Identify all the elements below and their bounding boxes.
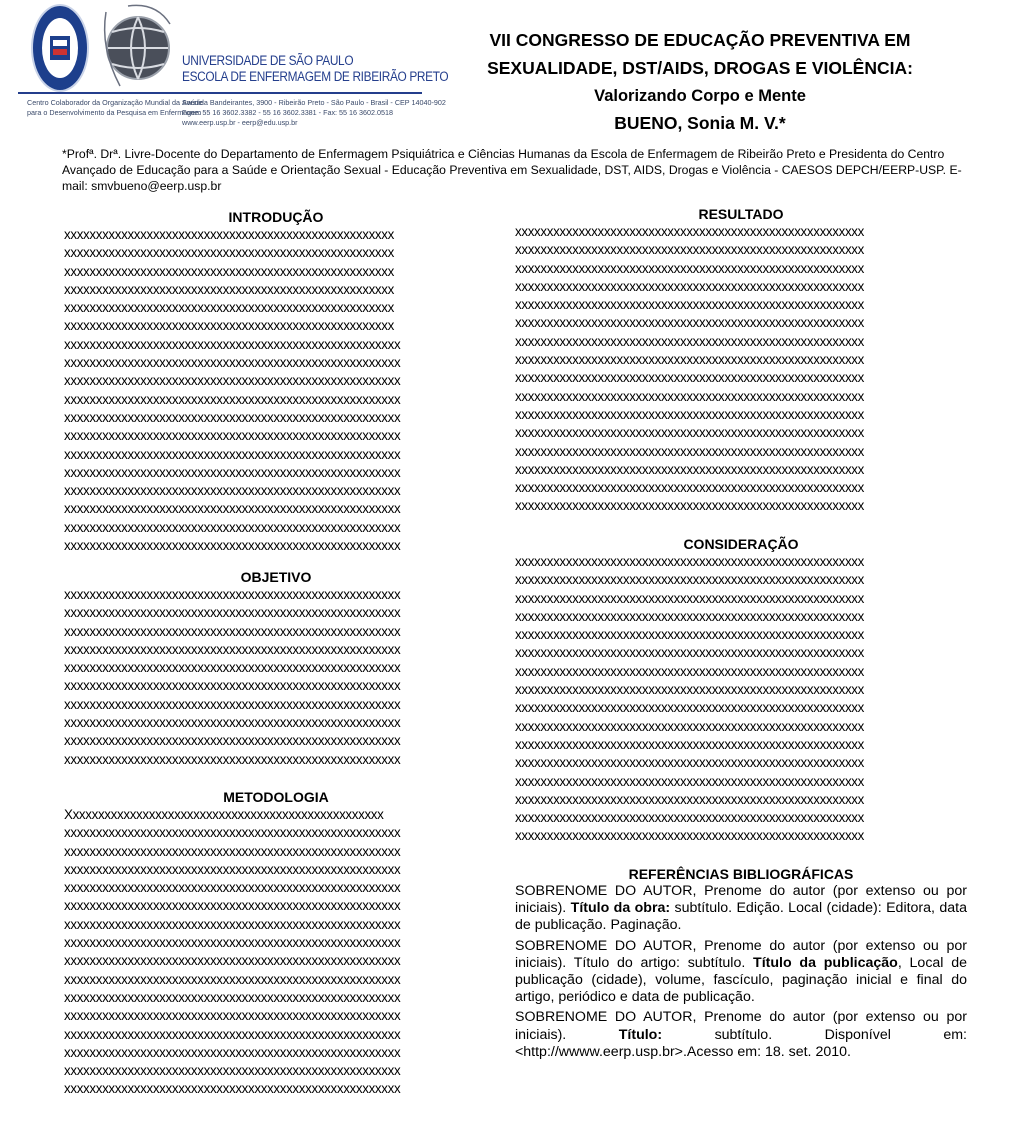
section-body <box>64 806 488 1099</box>
body-text-line: xxxxxxxxxxxxxxxxxxxxxxxxxxxxxxxxxxxxxxxxxxxxxxxxxxxxxxx <box>515 773 864 789</box>
body-text-line: xxxxxxxxxxxxxxxxxxxxxxxxxxxxxxxxxxxxxxxxxxxxxxxxxxxxxxx <box>515 590 864 606</box>
body-text-line: xxxxxxxxxxxxxxxxxxxxxxxxxxxxxxxxxxxxxxxxxxxxxxxxxxxx <box>64 300 394 316</box>
body-text-line: xxxxxxxxxxxxxxxxxxxxxxxxxxxxxxxxxxxxxxxxxxxxxxxxxxxxxxx <box>515 663 864 679</box>
section-body <box>515 223 967 516</box>
body-text-line: xxxxxxxxxxxxxxxxxxxxxxxxxxxxxxxxxxxxxxxxxxxxxxxxxxxxx <box>64 715 401 731</box>
body-text-line: xxxxxxxxxxxxxxxxxxxxxxxxxxxxxxxxxxxxxxxxxxxxxxxxxxxx <box>64 318 394 334</box>
body-text-line: xxxxxxxxxxxxxxxxxxxxxxxxxxxxxxxxxxxxxxxxxxxxxxxxxxxxxxx <box>515 627 864 643</box>
body-text-line: xxxxxxxxxxxxxxxxxxxxxxxxxxxxxxxxxxxxxxxxxxxxxxxxxxxxxxx <box>515 297 864 313</box>
eerp-globe-logo <box>98 2 172 94</box>
body-text-line: xxxxxxxxxxxxxxxxxxxxxxxxxxxxxxxxxxxxxxxxxxxxxxxxxxxxx <box>64 446 401 462</box>
body-text-line: xxxxxxxxxxxxxxxxxxxxxxxxxxxxxxxxxxxxxxxxxxxxxxxxxxxxxxx <box>515 791 864 807</box>
address-line-2: Fone: 55 16 3602.3382 - 55 16 3602.3381 - Fax: 55 16 3602.0518 <box>182 108 394 117</box>
body-text-line: xxxxxxxxxxxxxxxxxxxxxxxxxxxxxxxxxxxxxxxxxxxxxxxxxxxxx <box>64 501 401 517</box>
reference-entry <box>515 938 967 1007</box>
body-text-line: xxxxxxxxxxxxxxxxxxxxxxxxxxxxxxxxxxxxxxxxxxxxxxxxxxxx <box>64 281 394 297</box>
section-body <box>64 226 488 555</box>
body-text-line: xxxxxxxxxxxxxxxxxxxxxxxxxxxxxxxxxxxxxxxxxxxxxxxxxxxxxxx <box>515 443 864 459</box>
body-text-line: xxxxxxxxxxxxxxxxxxxxxxxxxxxxxxxxxxxxxxxxxxxxxxxxxxxxxxx <box>515 480 864 496</box>
body-text-line: xxxxxxxxxxxxxxxxxxxxxxxxxxxxxxxxxxxxxxxxxxxxxxxxxxxxxxx <box>515 278 864 294</box>
body-text-line: xxxxxxxxxxxxxxxxxxxxxxxxxxxxxxxxxxxxxxxxxxxxxxxxxxxxx <box>64 1026 401 1042</box>
section-body <box>64 586 488 769</box>
reference-text: , Local de publicação (cidade), volume, fascículo, paginação inicial e final do artigo, periódico e data de publicação. <box>515 954 967 1006</box>
section-title: RESULTADO <box>698 206 784 222</box>
institution-address <box>182 98 446 128</box>
body-text-line: xxxxxxxxxxxxxxxxxxxxxxxxxxxxxxxxxxxxxxxxxxxxxxxxxxxxx <box>64 751 401 767</box>
body-text-line: xxxxxxxxxxxxxxxxxxxxxxxxxxxxxxxxxxxxxxxxxxxxxxxxxxxxxxx <box>515 700 864 716</box>
section-introducao <box>64 208 488 555</box>
body-text-line: xxxxxxxxxxxxxxxxxxxxxxxxxxxxxxxxxxxxxxxxxxxxxxxxxxxxx <box>64 825 401 841</box>
body-text-line: xxxxxxxxxxxxxxxxxxxxxxxxxxxxxxxxxxxxxxxxxxxxxxxxxxxx <box>64 263 394 279</box>
body-text-line: xxxxxxxxxxxxxxxxxxxxxxxxxxxxxxxxxxxxxxxxxxxxxxxxxxxxx <box>64 483 401 499</box>
collaborating-centre-text <box>27 98 203 118</box>
body-text-line: xxxxxxxxxxxxxxxxxxxxxxxxxxxxxxxxxxxxxxxxxxxxxxxxxxxxx <box>64 861 401 877</box>
body-text-line: xxxxxxxxxxxxxxxxxxxxxxxxxxxxxxxxxxxxxxxxxxxxxxxxxxxxx <box>64 989 401 1005</box>
body-text-line: xxxxxxxxxxxxxxxxxxxxxxxxxxxxxxxxxxxxxxxxxxxxxxxxxxxxx <box>64 678 401 694</box>
reference-text: SOBRENOME DO AUTOR, Prenome do autor (por extenso ou por iniciais). Título do artigo: subtítulo. <box>515 937 967 971</box>
title-line-1: VII CONGRESSO DE EDUCAÇÃO PREVENTIVA EM <box>489 30 911 50</box>
body-text-line: xxxxxxxxxxxxxxxxxxxxxxxxxxxxxxxxxxxxxxxxxxxxxxxxxxxxx <box>64 880 401 896</box>
body-text-line: xxxxxxxxxxxxxxxxxxxxxxxxxxxxxxxxxxxxxxxxxxxxxxxxxxxx <box>64 245 394 261</box>
body-text-line: xxxxxxxxxxxxxxxxxxxxxxxxxxxxxxxxxxxxxxxxxxxxxxxxxxxxx <box>64 538 401 554</box>
body-text-line: xxxxxxxxxxxxxxxxxxxxxxxxxxxxxxxxxxxxxxxxxxxxxxxxxxxxxxx <box>515 682 864 698</box>
poster-author: BUENO, Sonia M. V.* <box>614 113 786 133</box>
collab-line-2: para o Desenvolvimento da Pesquisa em Enfermagem <box>27 108 202 117</box>
section-title: OBJETIVO <box>240 569 312 585</box>
body-text-line: xxxxxxxxxxxxxxxxxxxxxxxxxxxxxxxxxxxxxxxxxxxxxxxxxxxxxxx <box>515 242 864 258</box>
body-text-line: xxxxxxxxxxxxxxxxxxxxxxxxxxxxxxxxxxxxxxxxxxxxxxxxxxxxxxx <box>515 425 864 441</box>
section-objetivo <box>64 568 488 769</box>
body-text-line: xxxxxxxxxxxxxxxxxxxxxxxxxxxxxxxxxxxxxxxxxxxxxxxxxxxxx <box>64 898 401 914</box>
body-text-line: xxxxxxxxxxxxxxxxxxxxxxxxxxxxxxxxxxxxxxxxxxxxxxxxxxxxxxx <box>515 810 864 826</box>
body-text-line: xxxxxxxxxxxxxxxxxxxxxxxxxxxxxxxxxxxxxxxxxxxxxxxxxxxxx <box>64 428 401 444</box>
body-text-line: xxxxxxxxxxxxxxxxxxxxxxxxxxxxxxxxxxxxxxxxxxxxxxxxxxxxx <box>64 336 401 352</box>
reference-bold-title: Título: <box>618 1026 663 1043</box>
who-collaborating-centre-logo <box>31 4 89 92</box>
section-resultado <box>515 205 967 516</box>
address-line-1: Avenida Bandeirantes, 3900 - Ribeirão Preto - São Paulo - Brasil - CEP 14040-902 <box>182 98 446 107</box>
reference-entry <box>515 1009 967 1061</box>
reference-bold-title: Título da publicação <box>753 954 898 971</box>
poster-header <box>0 0 1024 140</box>
author-affiliation: *Profª. Drª. Livre-Docente do Departamento de Enfermagem Psiquiátrica e Ciências Humanas da Escola de Enfermagem de Ribeirão Preto e Presidenta do Centro Avançado de Educação para a Saúde e Orientação Sexual - Educação Preventiva em Sexualidade, DST, AIDS, Drogas e Violência - CAESOS DEPCH/EERP-USP. E-mail: smvbueno@eerp.usp.br <box>62 147 962 193</box>
body-text-line: xxxxxxxxxxxxxxxxxxxxxxxxxxxxxxxxxxxxxxxxxxxxxxxxxxxxxxx <box>515 736 864 752</box>
reference-bold-title: Título da obra: <box>570 900 671 917</box>
body-text-line: xxxxxxxxxxxxxxxxxxxxxxxxxxxxxxxxxxxxxxxxxxxxxxxxxxxxx <box>64 587 401 602</box>
body-text-line: xxxxxxxxxxxxxxxxxxxxxxxxxxxxxxxxxxxxxxxxxxxxxxxxxxxxxxx <box>515 572 864 588</box>
header-divider <box>18 92 422 94</box>
body-text-line: xxxxxxxxxxxxxxxxxxxxxxxxxxxxxxxxxxxxxxxxxxxxxxxxxxxxx <box>64 916 401 932</box>
section-consideracao <box>515 535 967 846</box>
body-text-line: xxxxxxxxxxxxxxxxxxxxxxxxxxxxxxxxxxxxxxxxxxxxxxxxxxxxxxx <box>515 645 864 661</box>
body-text-line: xxxxxxxxxxxxxxxxxxxxxxxxxxxxxxxxxxxxxxxxxxxxxxxxxxxxxxx <box>515 461 864 477</box>
body-text-line: xxxxxxxxxxxxxxxxxxxxxxxxxxxxxxxxxxxxxxxxxxxxxxxxxxxxxxx <box>515 260 864 276</box>
body-text-line: xxxxxxxxxxxxxxxxxxxxxxxxxxxxxxxxxxxxxxxxxxxxxxxxxxxxxxx <box>515 388 864 404</box>
section-metodologia <box>64 788 488 1099</box>
body-text-line: xxxxxxxxxxxxxxxxxxxxxxxxxxxxxxxxxxxxxxxxxxxxxxxxxxxxx <box>64 355 401 371</box>
body-text-line: xxxxxxxxxxxxxxxxxxxxxxxxxxxxxxxxxxxxxxxxxxxxxxxxxxxxx <box>64 935 401 951</box>
body-text-line: xxxxxxxxxxxxxxxxxxxxxxxxxxxxxxxxxxxxxxxxxxxxxxxxxxxxx <box>64 696 401 712</box>
body-text-line: xxxxxxxxxxxxxxxxxxxxxxxxxxxxxxxxxxxxxxxxxxxxxxxxxxxxx <box>64 733 401 749</box>
body-text-line: xxxxxxxxxxxxxxxxxxxxxxxxxxxxxxxxxxxxxxxxxxxxxxxxxxxxx <box>64 1063 401 1079</box>
school-line: ESCOLA DE ENFERMAGEM DE RIBEIRÃO PRETO <box>182 69 449 84</box>
reference-entry <box>515 883 967 935</box>
body-text-line: xxxxxxxxxxxxxxxxxxxxxxxxxxxxxxxxxxxxxxxxxxxxxxxxxxxxxxx <box>515 828 864 844</box>
body-text-line: xxxxxxxxxxxxxxxxxxxxxxxxxxxxxxxxxxxxxxxxxxxxxxxxxxxxx <box>64 641 401 657</box>
body-text-line: xxxxxxxxxxxxxxxxxxxxxxxxxxxxxxxxxxxxxxxxxxxxxxxxxxxxx <box>64 623 401 639</box>
body-text-line: xxxxxxxxxxxxxxxxxxxxxxxxxxxxxxxxxxxxxxxxxxxxxxxxxxxxx <box>64 1008 401 1024</box>
body-text-line: xxxxxxxxxxxxxxxxxxxxxxxxxxxxxxxxxxxxxxxxxxxxxxxxxxxxxxx <box>515 608 864 624</box>
university-line: UNIVERSIDADE DE SÃO PAULO <box>182 53 354 68</box>
body-text-line: xxxxxxxxxxxxxxxxxxxxxxxxxxxxxxxxxxxxxxxxxxxxxxxxxxxxx <box>64 971 401 987</box>
body-text-line: xxxxxxxxxxxxxxxxxxxxxxxxxxxxxxxxxxxxxxxxxxxxxxxxxxxxx <box>64 605 401 621</box>
body-text-line: xxxxxxxxxxxxxxxxxxxxxxxxxxxxxxxxxxxxxxxxxxxxxxxxxxxxx <box>64 464 401 480</box>
title-subtitle: Valorizando Corpo e Mente <box>594 87 806 105</box>
body-text-line: xxxxxxxxxxxxxxxxxxxxxxxxxxxxxxxxxxxxxxxxxxxxxxxxxxxxxxx <box>515 755 864 771</box>
body-text-line: xxxxxxxxxxxxxxxxxxxxxxxxxxxxxxxxxxxxxxxxxxxxxxxxxxxxxxx <box>515 554 864 569</box>
body-text-line: xxxxxxxxxxxxxxxxxxxxxxxxxxxxxxxxxxxxxxxxxxxxxxxxxxxxx <box>64 373 401 389</box>
section-referencias <box>515 865 967 1064</box>
body-text-line: xxxxxxxxxxxxxxxxxxxxxxxxxxxxxxxxxxxxxxxxxxxxxxxxxxxx <box>64 227 394 242</box>
reference-text: SOBRENOME DO AUTOR, Prenome do autor (por extenso ou por iniciais). <box>515 883 967 917</box>
body-text-line: xxxxxxxxxxxxxxxxxxxxxxxxxxxxxxxxxxxxxxxxxxxxxxxxxxxxx <box>64 953 401 969</box>
section-body <box>515 553 967 846</box>
body-text-line: xxxxxxxxxxxxxxxxxxxxxxxxxxxxxxxxxxxxxxxxxxxxxxxxxxxxx <box>64 409 401 425</box>
address-line-3: www.eerp.usp.br - eerp@edu.usp.br <box>182 118 298 127</box>
body-text-line: xxxxxxxxxxxxxxxxxxxxxxxxxxxxxxxxxxxxxxxxxxxxxxxxxxxxx <box>64 843 401 859</box>
section-title: REFERÊNCIAS BIBLIOGRÁFICAS <box>628 866 854 882</box>
poster-title <box>435 26 965 110</box>
body-text-line: xxxxxxxxxxxxxxxxxxxxxxxxxxxxxxxxxxxxxxxxxxxxxxxxxxxxxxx <box>515 498 864 514</box>
body-text-line: xxxxxxxxxxxxxxxxxxxxxxxxxxxxxxxxxxxxxxxxxxxxxxxxxxxxx <box>64 660 401 676</box>
body-text-line: xxxxxxxxxxxxxxxxxxxxxxxxxxxxxxxxxxxxxxxxxxxxxxxxxxxxxxx <box>515 315 864 331</box>
reference-text: subtítulo. Disponível em:<http://wwww.eerp.usp.br>.Acesso em: 18. set. 2010. <box>515 1026 967 1060</box>
body-text-line: Xxxxxxxxxxxxxxxxxxxxxxxxxxxxxxxxxxxxxxxxxxxxxxxxxx <box>64 807 384 822</box>
body-text-line: xxxxxxxxxxxxxxxxxxxxxxxxxxxxxxxxxxxxxxxxxxxxxxxxxxxxx <box>64 519 401 535</box>
title-line-2: SEXUALIDADE, DST/AIDS, DROGAS E VIOLÊNCIA: <box>487 58 913 78</box>
body-text-line: xxxxxxxxxxxxxxxxxxxxxxxxxxxxxxxxxxxxxxxxxxxxxxxxxxxxxxx <box>515 224 864 239</box>
body-text-line: xxxxxxxxxxxxxxxxxxxxxxxxxxxxxxxxxxxxxxxxxxxxxxxxxxxxxxx <box>515 718 864 734</box>
university-name <box>182 53 448 85</box>
body-text-line: xxxxxxxxxxxxxxxxxxxxxxxxxxxxxxxxxxxxxxxxxxxxxxxxxxxxx <box>64 1044 401 1060</box>
body-text-line: xxxxxxxxxxxxxxxxxxxxxxxxxxxxxxxxxxxxxxxxxxxxxxxxxxxxxxx <box>515 333 864 349</box>
body-text-line: xxxxxxxxxxxxxxxxxxxxxxxxxxxxxxxxxxxxxxxxxxxxxxxxxxxxxxx <box>515 406 864 422</box>
collab-line-1: Centro Colaborador da Organização Mundial da Saúde <box>27 98 203 107</box>
body-text-line: xxxxxxxxxxxxxxxxxxxxxxxxxxxxxxxxxxxxxxxxxxxxxxxxxxxxxxx <box>515 370 864 386</box>
body-text-line: xxxxxxxxxxxxxxxxxxxxxxxxxxxxxxxxxxxxxxxxxxxxxxxxxxxxx <box>64 1081 401 1097</box>
section-title: INTRODUÇÃO <box>228 209 324 225</box>
reference-text: SOBRENOME DO AUTOR, Prenome do autor (por extenso ou por iniciais). <box>515 1009 967 1043</box>
section-title: CONSIDERAÇÃO <box>683 536 799 552</box>
section-title: METODOLOGIA <box>223 789 329 805</box>
logo-emblem <box>42 18 78 78</box>
body-text-line: xxxxxxxxxxxxxxxxxxxxxxxxxxxxxxxxxxxxxxxxxxxxxxxxxxxxxxx <box>515 352 864 368</box>
reference-text: subtítulo. Edição. Local (cidade): Editora, data de publicação. Paginação. <box>515 900 968 934</box>
body-text-line: xxxxxxxxxxxxxxxxxxxxxxxxxxxxxxxxxxxxxxxxxxxxxxxxxxxxx <box>64 391 401 407</box>
